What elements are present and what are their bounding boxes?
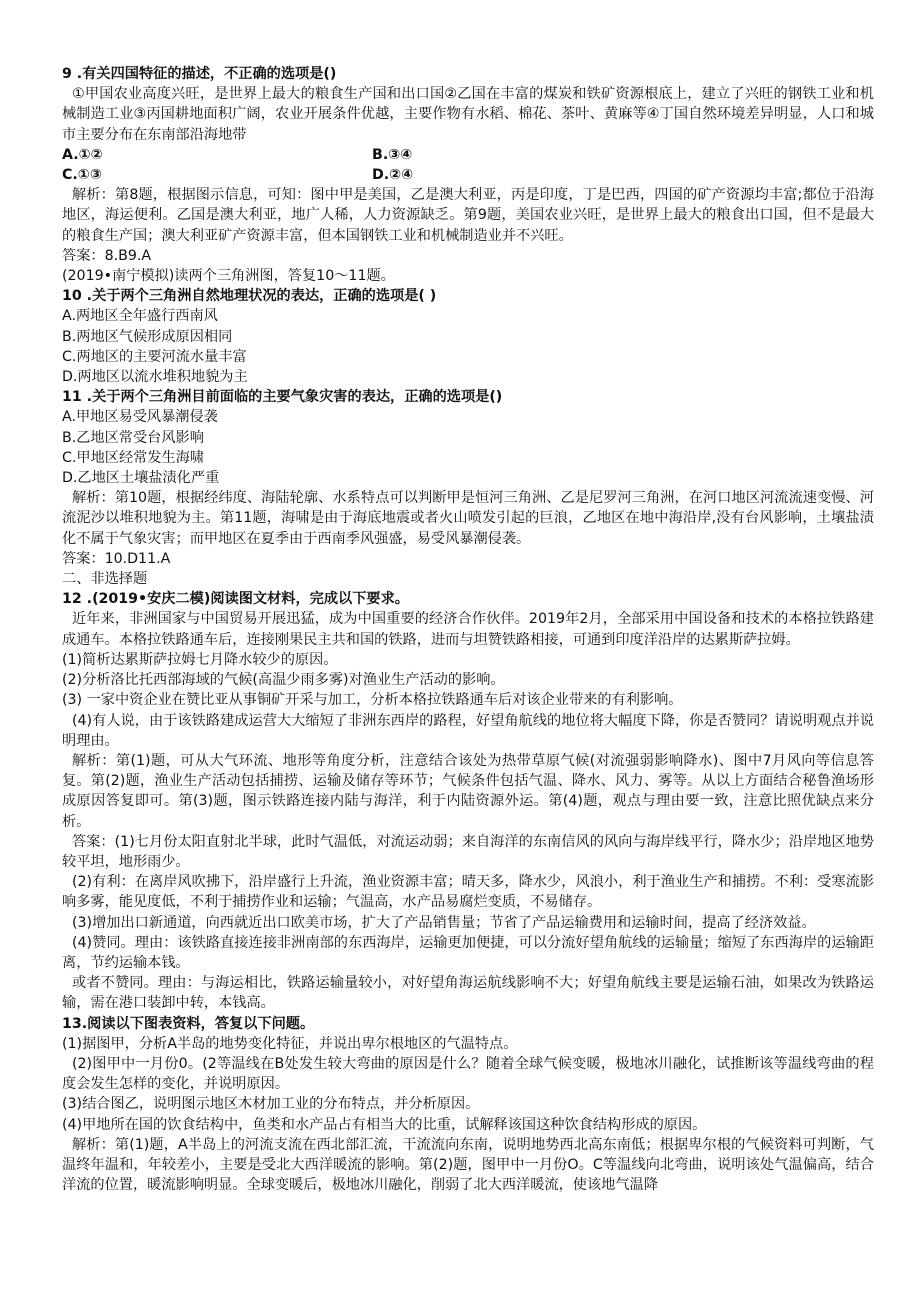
q12-2: (2)分析洛比托西部海域的气候(高温少雨多雾)对渔业生产活动的影响。 bbox=[62, 672, 505, 689]
q12-mat: 近年来，非洲国家与中国贸易开展迅猛，成为中国重要的经济合作伙伴。2019年2月，全部采用中国设备和技术的本格拉铁路建成通车。本格拉铁路通车后，连接刚果民主共和国的铁路，进而与坦赞铁路相接，可通到印度洋沿岸的达累斯萨拉姆。 bbox=[62, 611, 874, 648]
q9-opt-cd-right: D.②④ bbox=[372, 167, 414, 184]
q10-c: C.两地区的主要河流水量丰富 bbox=[62, 348, 247, 365]
q9-opt-ab-left: A.①② bbox=[62, 146, 103, 163]
ans-8-9: 答案：8.B9.A bbox=[62, 247, 152, 264]
q9-opt-ab bbox=[62, 145, 874, 165]
ans-10-11: 答案：10.D11.A bbox=[62, 550, 171, 567]
q12-3: (3) 一家中资企业在赞比亚从事铜矿开采与加工，分析本格拉铁路通车后对该企业带来的有利影响。 bbox=[62, 692, 683, 709]
q11: 11 .关于两个三角洲目前面临的主要气象灾害的表达，正确的选项是() bbox=[62, 389, 503, 406]
q13-4: (4)甲地所在国的饮食结构中，鱼类和水产品占有相当大的比重，试解释该国这种饮食结构形成的原因。 bbox=[62, 1116, 707, 1133]
expl-13: 解析：第(1)题，A半岛上的河流支流在西北部汇流，干流流向东南，说明地势西北高东南低；根据卑尔根的气候资料可判断，气温终年温和，年较差小，主要是受北大西洋暖流的影响。第(2)题，图甲中一月份O。C等温线向北弯曲，说明该处气温偏高，结合洋流的位置，暖流影响明显。全球变暖后，极地冰川融化，削弱了北大西洋暖流，使该地气温降 bbox=[62, 1136, 874, 1194]
q9-opt-ab-right: B.③④ bbox=[372, 146, 413, 163]
q9: 9 .有关四国特征的描述，不正确的选项是() bbox=[62, 66, 337, 82]
q9-s1: ①甲国农业高度兴旺，是世界上最大的粮食生产国和出口国②乙国在丰富的煤炭和铁矿资源根底上，建立了兴旺的钢铁工业和机械制造工业③丙国耕地面积广阔，农业开展条件优越，主要作物有水稻、棉花、茶叶、黄麻等④丁国自然环境差异明显，人口和城市主要分布在东南部沿海地带 bbox=[62, 86, 874, 143]
ans-12-2: (2)有利：在离岸风吹拂下，沿岸盛行上升流，渔业资源丰富；晴天多，降水少，风浪小，利于渔业生产和捕捞。不利：受寒流影响多雾，能见度低，不利于捕捞作业和运输；气温高，水产品易腐烂变质，不易储存。 bbox=[62, 874, 874, 911]
document-page bbox=[62, 64, 874, 1195]
expl-10-11: 解析：第10题，根据经纬度、海陆轮廓、水系特点可以判断甲是恒河三角洲、乙是尼罗河三角洲，在河口地区河流流速变慢、河流泥沙以堆积地貌为主。第11题，海啸是由于海底地震或者火山喷发引起的巨浪，乙地区在地中海沿岸,没有台风影响，土壤盐渍化不属于气象灾害；而甲地区在夏季由于西南季风强盛，易受风暴潮侵袭。 bbox=[62, 490, 874, 547]
ans-12-1: 答案：(1)七月份太阳直射北半球，此时气温低，对流运动弱；来自海洋的东南信风的风向与海岸线平行，降水少；沿岸地区地势较平坦，地形雨少。 bbox=[62, 833, 874, 870]
q13-1: (1)据图甲，分析A半岛的地势变化特征，并说出卑尔根地区的气温特点。 bbox=[62, 1035, 518, 1052]
intro-10-11: (2019•南宁模拟)读两个三角洲图，答复10〜11题。 bbox=[62, 268, 395, 285]
q9-opt-cd bbox=[62, 165, 874, 185]
q10: 10 .关于两个三角洲自然地理状况的表达，正确的选项是( ) bbox=[62, 288, 437, 305]
q11-d: D.乙地区土壤盐渍化严重 bbox=[62, 470, 220, 487]
q12: 12 .(2019•安庆二模)阅读图文材料，完成以下要求。 bbox=[62, 591, 409, 608]
q10-b: B.两地区气候形成原因相同 bbox=[62, 328, 233, 345]
expl-8-9: 解析：第8题，根据图示信息，可知：图中甲是美国，乙是澳大利亚，丙是印度，丁是巴西，四国的矿产资源均丰富;都位于沿海地区，海运便利。乙国是澳大利亚，地广人稀，人力资源缺乏。第9题，美国农业兴旺，是世界上最大的粮食出口国，但不是最大的粮食生产国；澳大利亚矿产资源丰富，但本国钢铁工业和机械制造业并不兴旺。 bbox=[62, 187, 874, 244]
q10-d: D.两地区以流水堆积地貌为主 bbox=[62, 369, 248, 386]
q11-b: B.乙地区常受台风影响 bbox=[62, 429, 204, 446]
sec2: 二、非选择题 bbox=[62, 571, 148, 588]
ans-12-4b: 或者不赞同。理由：与海运相比，铁路运输量较小，对好望角海运航线影响不大；好望角航线主要是运输石油，如果改为铁路运输，需在港口装卸中转，本钱高。 bbox=[62, 975, 874, 1012]
q10-a: A.两地区全年盛行西南风 bbox=[62, 308, 218, 325]
ans-12-4: (4)赞同。理由：该铁路直接连接非洲南部的东西海岸，运输更加便捷，可以分流好望角航线的运输量；缩短了东西海岸的运输距离，节约运输本钱。 bbox=[62, 934, 874, 971]
q13-3: (3)结合图乙，说明图示地区木材加工业的分布特点，并分析原因。 bbox=[62, 1096, 480, 1113]
q11-a: A.甲地区易受风暴潮侵袭 bbox=[62, 409, 218, 426]
ans-12-3: (3)增加出口新通道，向西就近出口欧美市场，扩大了产品销售量；节省了产品运输费用和运输时间，提高了经济效益。 bbox=[72, 914, 816, 931]
q12-4: (4)有人说，由于该铁路建成运营大大缩短了非洲东西岸的路程，好望角航线的地位将大幅度下降，你是否赞同？请说明观点并说明理由。 bbox=[62, 712, 874, 749]
q11-c: C.甲地区经常发生海啸 bbox=[62, 449, 205, 466]
q12-1: (1)简析达累斯萨拉姆七月降水较少的原因。 bbox=[62, 651, 338, 668]
expl-12: 解析：第(1)题，可从大气环流、地形等角度分析，注意结合该处为热带草原气候(对流强弱影响降水)、图中7月风向等信息答复。第(2)题，渔业生产活动包括捕捞、运输及储存等环节；气候条件包括气温、降水、风力、雾等。从以上方面结合秘鲁渔场形成原因答复即可。第(3)题，图示铁路连接内陆与海洋，利于内陆资源外运。第(4)题，观点与理由要一致，注意比照优缺点来分析。 bbox=[62, 752, 874, 830]
q13-2: (2)图甲中一月份0。(2等温线在B处发生较大弯曲的原因是什么？随着全球气候变暖，极地冰川融化，试推断该等温线弯曲的程度会发生怎样的变化，并说明原因。 bbox=[62, 1055, 874, 1093]
q9-opt-cd-left: C.①③ bbox=[62, 167, 102, 184]
q13: 13.阅读以下图表资料，答复以下问题。 bbox=[62, 1015, 315, 1032]
